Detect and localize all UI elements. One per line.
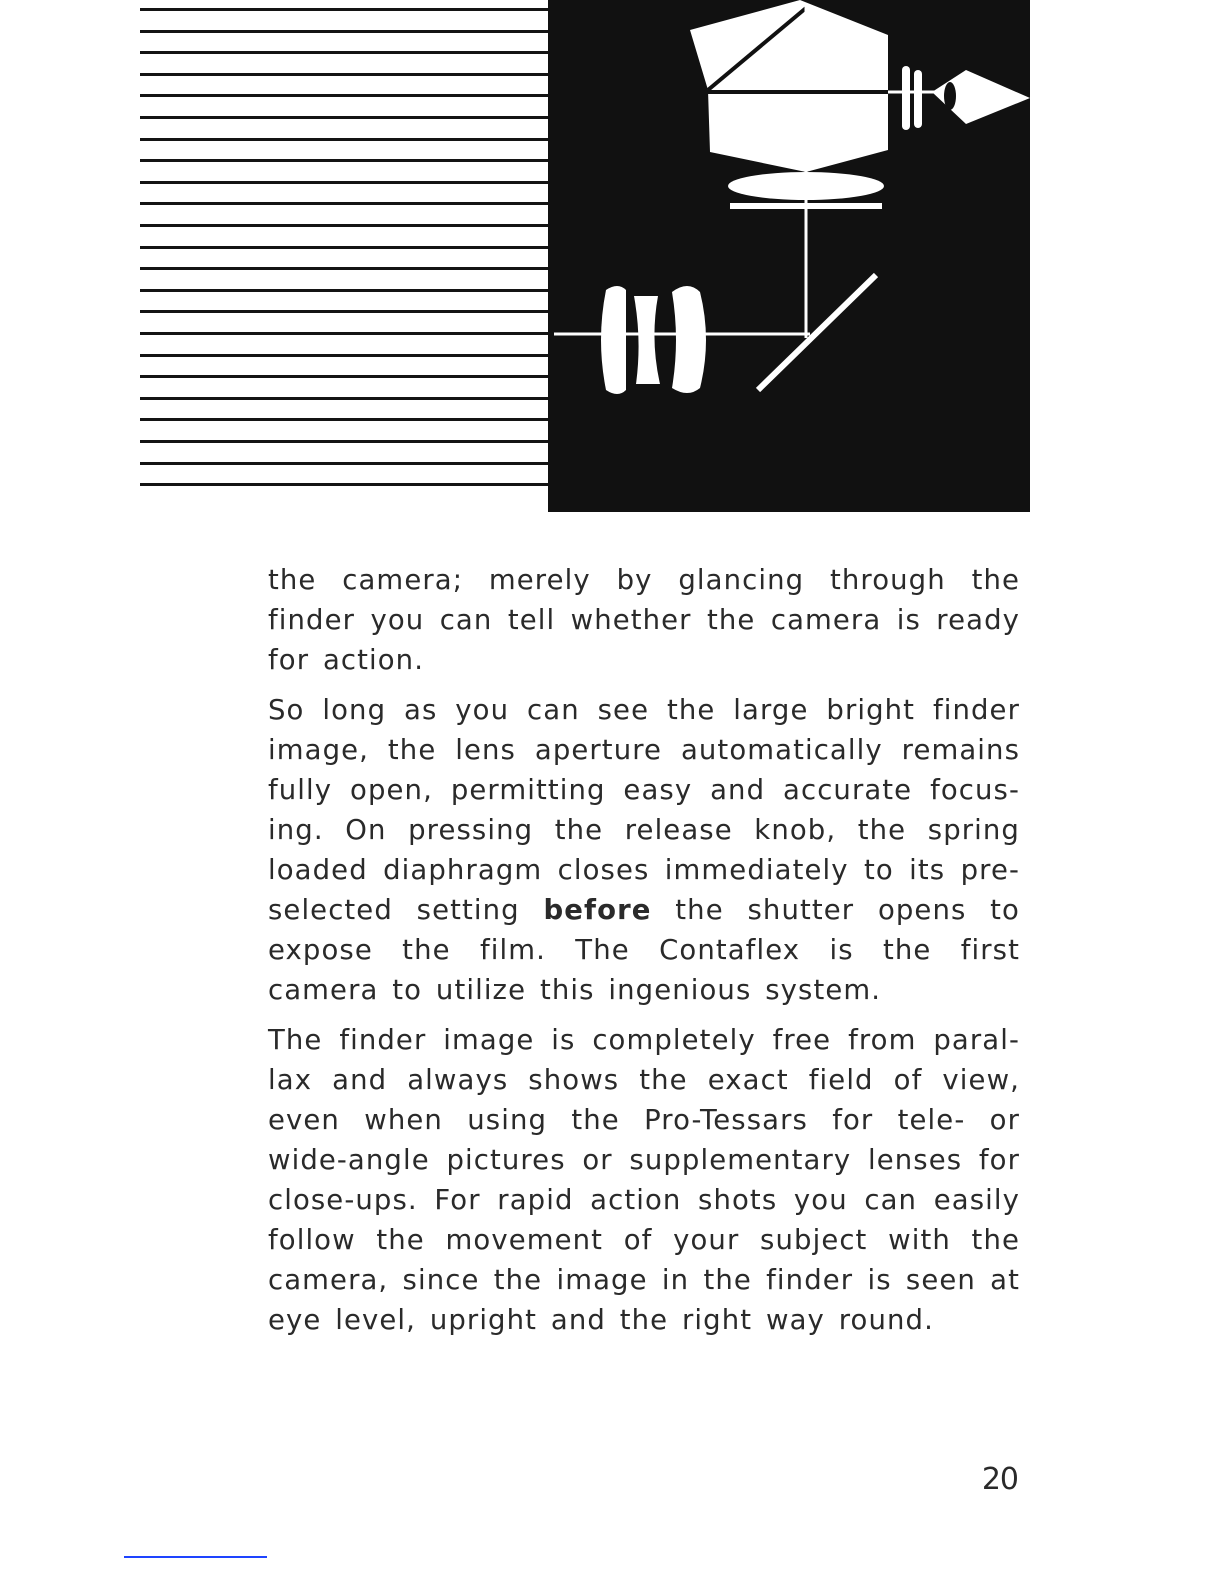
stripe-line — [140, 289, 548, 292]
eyepiece-lens-2 — [914, 70, 922, 128]
reflex-viewfinder-diagram — [548, 0, 1030, 512]
stripe-line — [140, 73, 548, 76]
stripe-line — [140, 181, 548, 184]
stripe-line — [140, 267, 548, 270]
lens-element-3 — [672, 286, 706, 393]
stripe-line — [140, 51, 548, 54]
stripe-line — [140, 246, 548, 249]
lens-element-1 — [601, 286, 626, 394]
link-underline — [124, 1556, 267, 1558]
optical-path-icon — [548, 0, 1030, 512]
stripe-line — [140, 8, 548, 11]
page-number: 20 — [981, 1462, 1018, 1497]
paragraph: the camera; merely by glancing through the finder you can tell whether the camera is ready for action. — [268, 564, 1020, 676]
eye-pupil — [944, 82, 956, 110]
stripe-line — [140, 332, 548, 335]
stripe-line — [140, 159, 548, 162]
viewfinder-illustration — [140, 0, 1030, 512]
paragraph: The finder image is completely free from paral-lax and always shows the exact field of view, even when using the Pro-Tessars for tele- or wide-angle pictures or supplementary lenses for close-ups. For rapid action shots you can easily follow the movement of your subject with the camera, since the image in the finder is seen at eye level, upright and the right way round. — [268, 1024, 1020, 1336]
stripe-line — [140, 138, 548, 141]
stripe-line — [140, 224, 548, 227]
stripe-line — [140, 30, 548, 33]
stripe-line — [140, 418, 548, 421]
condenser-lens — [728, 172, 884, 200]
stripe-line — [140, 354, 548, 357]
body-text — [268, 560, 1020, 1350]
stripe-line — [140, 440, 548, 443]
stripe-line — [140, 375, 548, 378]
paragraph-text: the shutter opens to expose the film. The Contaflex is the first camera to utilize this ingenious system. — [268, 894, 1020, 1006]
pentaprism-shape — [690, 0, 888, 172]
stripe-line — [140, 483, 548, 486]
stripe-line — [140, 310, 548, 313]
paragraph-text: So long as you can see the large bright finder image, the lens aperture automatically remains fully open, permitting easy and accurate focus-ing. On pressing the release knob, the spring loaded diaphragm closes immediately to its pre-selected setting — [268, 694, 1020, 926]
paragraph — [268, 690, 1020, 1010]
stripe-line — [140, 202, 548, 205]
focusing-screen — [730, 203, 882, 209]
lens-element-2 — [634, 296, 660, 384]
stripe-line — [140, 94, 548, 97]
stripe-line — [140, 462, 548, 465]
stripe-line — [140, 116, 548, 119]
emphasis-text: before — [543, 894, 652, 926]
stripe-line — [140, 397, 548, 400]
eyepiece-lens-1 — [902, 66, 910, 130]
horizontal-stripes — [140, 0, 550, 512]
